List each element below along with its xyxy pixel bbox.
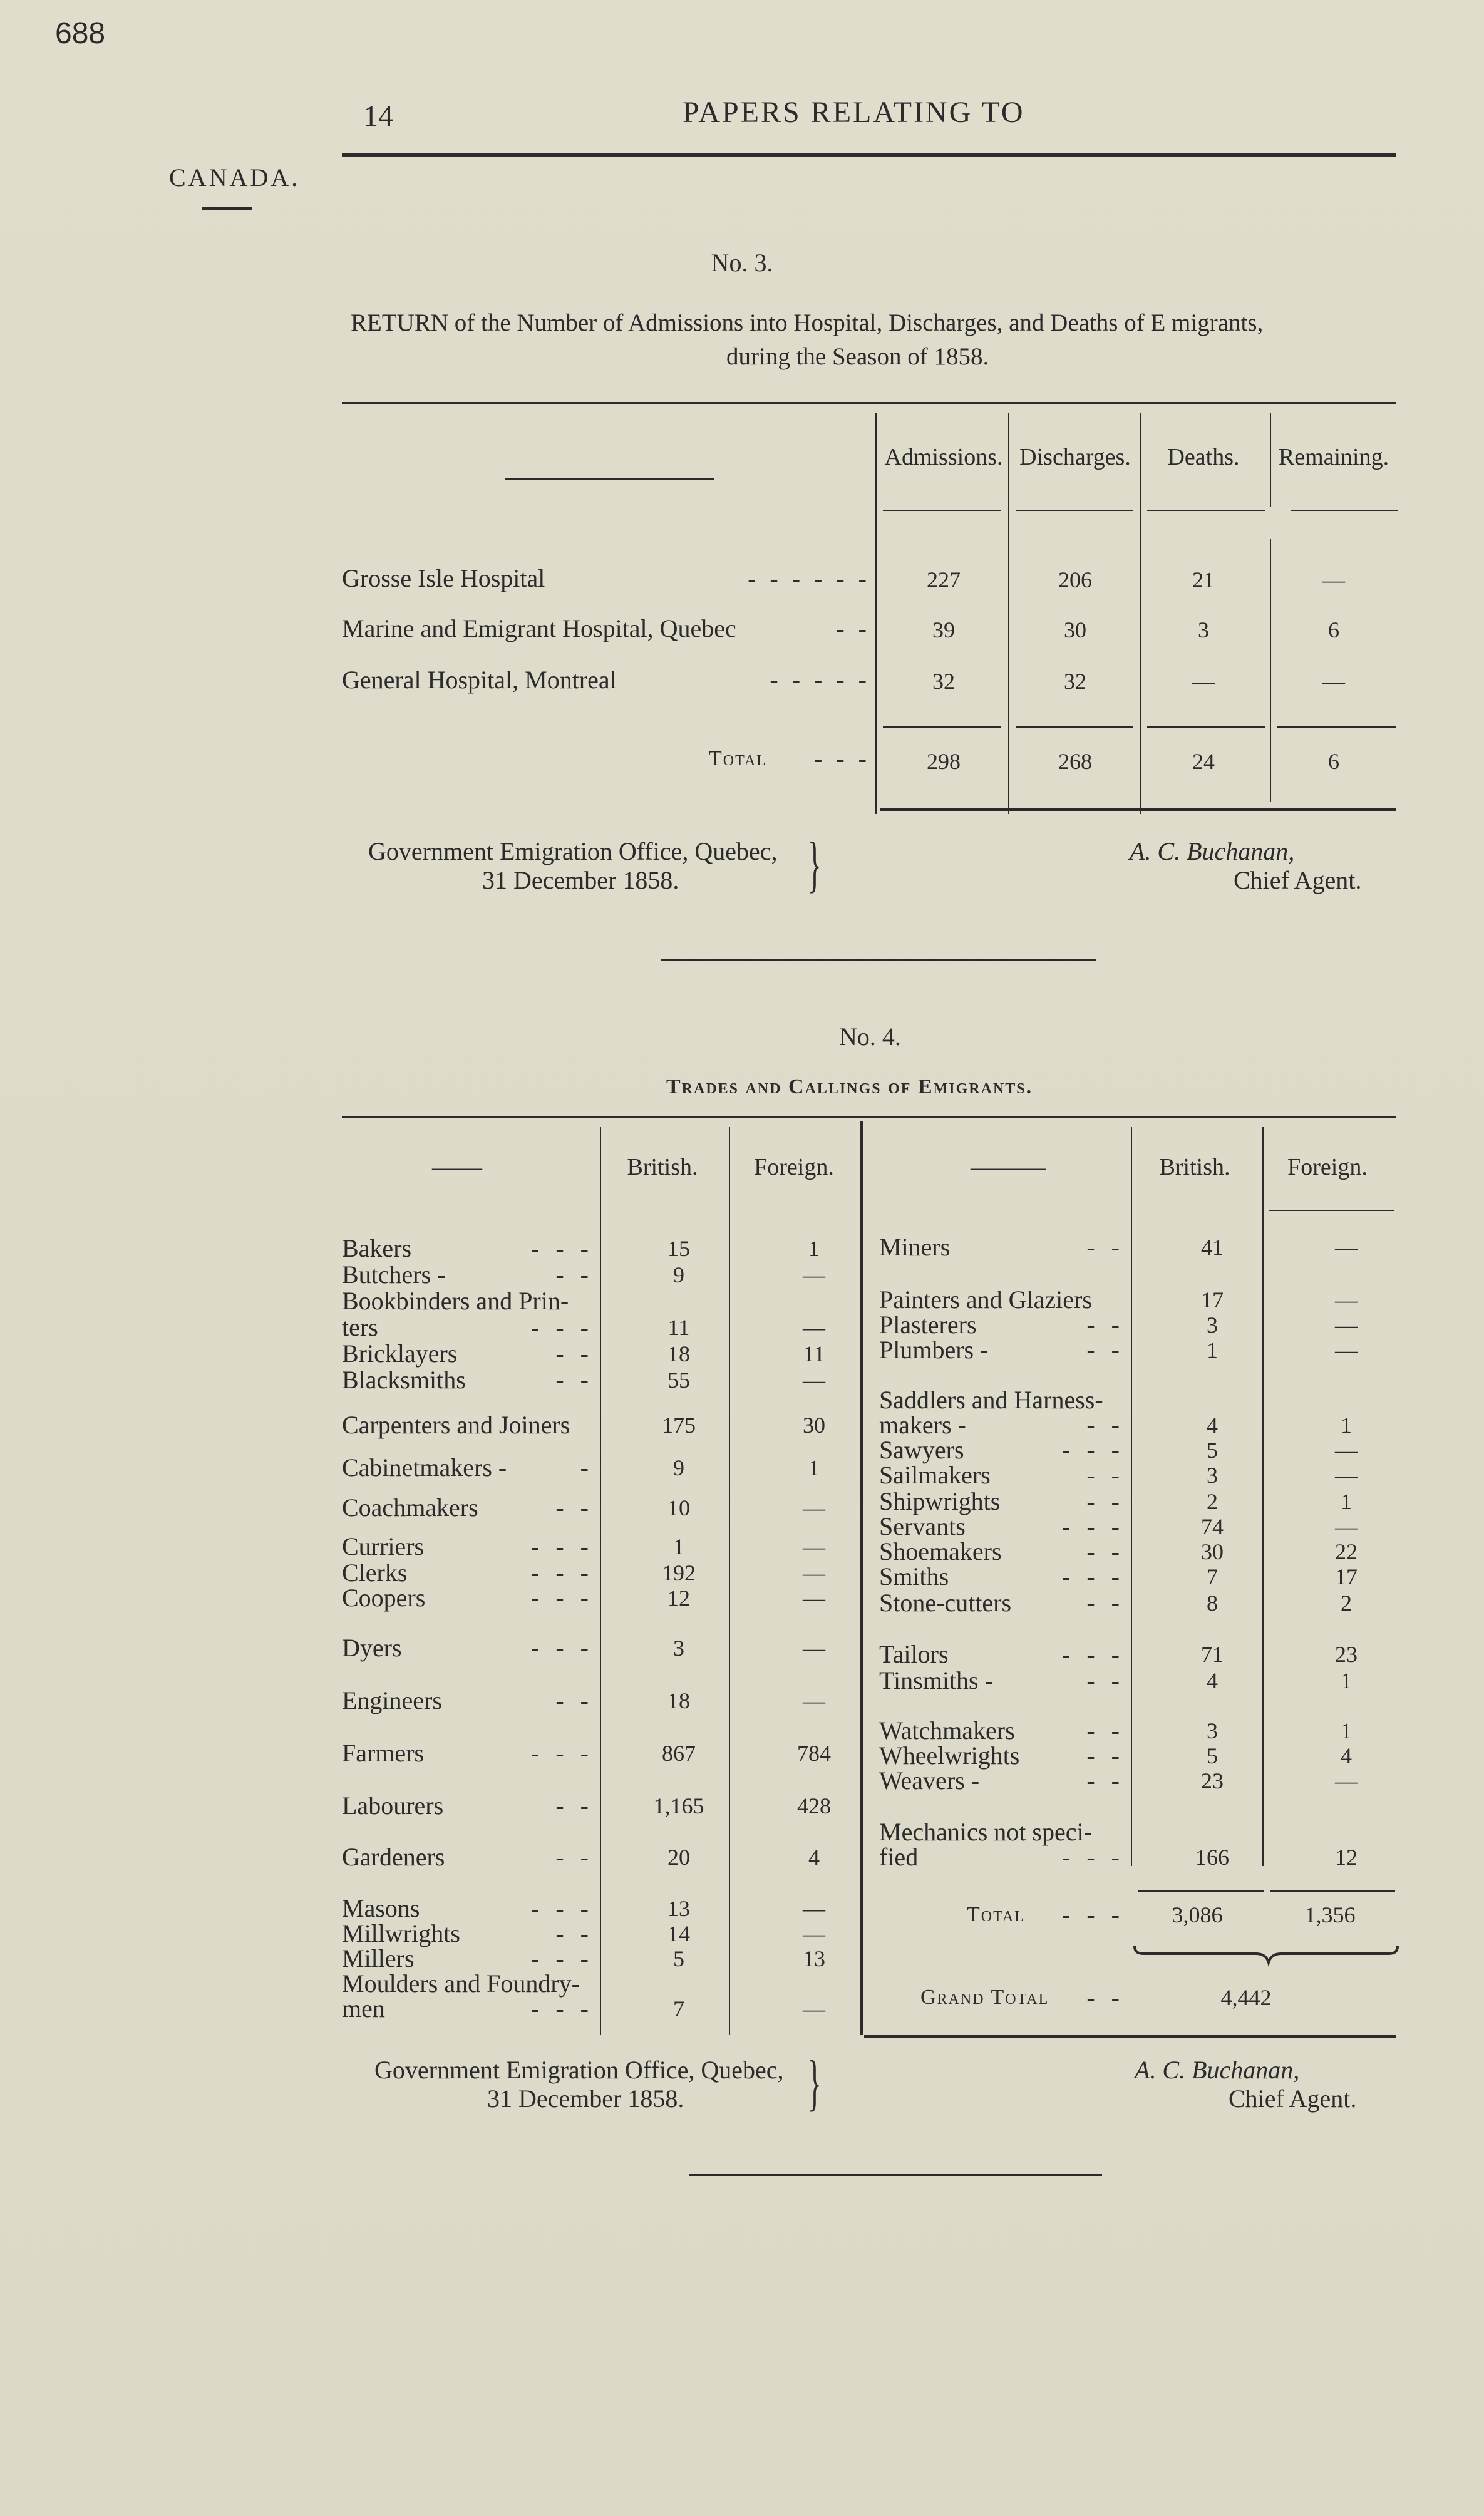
- t4-right-british-cell: 5: [1207, 1743, 1218, 1768]
- t4-total-overline: [1270, 1890, 1395, 1892]
- t4-right-row-label: Tinsmiths -: [879, 1666, 993, 1694]
- t4-left-foreign-cell: —: [803, 1896, 825, 1921]
- t4-right-british-cell: 166: [1195, 1845, 1229, 1870]
- t4-left-row-leaders: -: [580, 1453, 594, 1482]
- t4-left-row-label: Moulders and Foundry-: [342, 1969, 580, 1998]
- t3-col-header-3: Remaining.: [1278, 444, 1389, 470]
- t3-row-label: Marine and Emigrant Hospital, Quebec: [342, 614, 736, 642]
- t4-left-foreign-cell: 428: [797, 1793, 831, 1818]
- t4-right-row-label: Plumbers -: [879, 1336, 989, 1364]
- t4-left-foreign-cell: 784: [797, 1741, 831, 1766]
- t4-right-british-cell: 3: [1207, 1312, 1218, 1338]
- t4-left-foreign-cell: —: [803, 1560, 825, 1585]
- t4-left-row-leaders: - - -: [531, 1894, 594, 1922]
- t4-right-foreign-cell: 1: [1341, 1668, 1352, 1693]
- t4-left-row-label: Bricklayers: [342, 1339, 458, 1368]
- t4-left-british-cell: 1: [673, 1534, 684, 1559]
- t4-left-row-leaders: - - -: [531, 1532, 594, 1560]
- table4-office-line2: 31 December 1858.: [487, 2085, 684, 2113]
- t4-right-row-leaders: - - -: [1062, 1640, 1125, 1668]
- t4-right-british-cell: 4: [1207, 1668, 1218, 1693]
- t4-right-row-leaders: - -: [1086, 1233, 1125, 1261]
- t3-total-overline: [1147, 726, 1265, 728]
- table4-signature-title: Chief Agent.: [1229, 2085, 1357, 2113]
- t4-right-british-cell: 2: [1207, 1489, 1218, 1514]
- t4-right-row-leaders: - -: [1086, 1411, 1125, 1439]
- t4-left-british-cell: 867: [662, 1741, 696, 1766]
- header-rule: [342, 153, 1396, 157]
- t4-left-row-label: Bakers: [342, 1234, 412, 1262]
- t4-left-row-leaders: - - -: [531, 1559, 594, 1587]
- t4-left-row-leaders: - -: [555, 1493, 594, 1522]
- t4-left-british-cell: 18: [667, 1688, 690, 1713]
- t4-right-british-cell: 17: [1201, 1287, 1224, 1312]
- t4-right-foreign-cell: —: [1335, 1287, 1358, 1312]
- t3-total-label: Total: [709, 747, 767, 770]
- t3-cell: 6: [1328, 617, 1339, 642]
- t4-left-row-label: Butchers -: [342, 1261, 446, 1289]
- t3-bottom-rule: [880, 808, 1396, 811]
- t3-header-underline: [1291, 510, 1398, 511]
- t4-right-row-label: Sailmakers: [879, 1461, 991, 1489]
- t4-left-foreign-cell: 13: [803, 1946, 825, 1971]
- t4-left-row-label: men: [342, 1994, 385, 2023]
- t4-right-row-label: Sawyers: [879, 1436, 964, 1464]
- t3-header-underline: [1016, 510, 1133, 511]
- t4-total-foreign: 1,356: [1304, 1902, 1356, 1927]
- bottom-divider: [689, 2174, 1102, 2176]
- t4-right-stub-header: ———: [971, 1153, 1046, 1181]
- t4-right-british-cell: 3: [1207, 1718, 1218, 1743]
- t4-left-row-label: Carpenters and Joiners: [342, 1411, 570, 1439]
- t4-left-british-cell: 20: [667, 1845, 690, 1870]
- t4-right-foreign-cell: —: [1335, 1235, 1358, 1260]
- t4-left-foreign-cell: —: [803, 1534, 825, 1559]
- t3-cell: 39: [932, 617, 955, 642]
- t4-left-british-cell: 3: [673, 1636, 684, 1661]
- t4-right-row-leaders: - -: [1086, 1766, 1125, 1795]
- t4-left-foreign-cell: 1: [808, 1455, 820, 1480]
- t4-right-row-label: Painters and Glaziers: [879, 1286, 1092, 1314]
- t4-left-foreign-cell: 4: [808, 1845, 820, 1870]
- t4-left-row-leaders: - - -: [531, 1739, 594, 1767]
- t4-left-row-label: Millers: [342, 1944, 415, 1972]
- t4-left-row-label: Blacksmiths: [342, 1366, 466, 1394]
- t4-right-row-leaders: - -: [1086, 1716, 1125, 1745]
- t4-right-row-label: Weavers -: [879, 1766, 980, 1795]
- t4-left-row-leaders: - -: [555, 1366, 594, 1394]
- table3-office-line1: Government Emigration Office, Quebec,: [368, 837, 778, 865]
- t4-left-row-leaders: - - -: [531, 1234, 594, 1262]
- t4-right-british-cell: 4: [1207, 1413, 1218, 1438]
- t4-top-rule: [342, 1116, 1396, 1118]
- t4-left-british-cell: 11: [667, 1315, 690, 1340]
- t3-row-leaders: - - - - - -: [748, 564, 870, 592]
- t4-left-row-leaders: - - -: [531, 1584, 594, 1612]
- table3-office-line2: 31 December 1858.: [482, 866, 679, 894]
- table4-title: Trades and Callings of Emigrants.: [666, 1075, 1033, 1098]
- table3-brace: }: [808, 829, 822, 899]
- t4-left-row-leaders: - -: [555, 1261, 594, 1289]
- margin-note-underline: [202, 207, 252, 210]
- t4-right-row-label: Tailors: [879, 1640, 949, 1668]
- t3-row-leaders: - -: [836, 614, 870, 642]
- t3-row-leaders: - - - - -: [770, 666, 870, 694]
- t4-left-british-cell: 14: [667, 1921, 690, 1946]
- t3-header-underline: [1147, 510, 1265, 511]
- t4-total-label: Total: [967, 1903, 1025, 1926]
- t4-right-row-label: Plasterers: [879, 1311, 977, 1339]
- t4-right-row-label: Stone-cutters: [879, 1589, 1012, 1617]
- t4-right-british-cell: 8: [1207, 1591, 1218, 1616]
- table3-title-line1: RETURN of the Number of Admissions into Hospital, Discharges, and Deaths of E migrants,: [351, 309, 1264, 336]
- t4-left-foreign-cell: —: [803, 1636, 825, 1661]
- t4-right-row-label: Shipwrights: [879, 1487, 1001, 1515]
- t4-total-overline: [1138, 1890, 1264, 1892]
- t4-right-foreign-cell: 22: [1335, 1539, 1358, 1564]
- t4-left-row-label: Cabinetmakers -: [342, 1453, 507, 1482]
- t4-left-british-cell: 5: [673, 1946, 684, 1971]
- t4-grand-total-value: 4,442: [1220, 1985, 1272, 2010]
- t4-left-foreign-cell: —: [803, 1996, 825, 2021]
- t4-right-british-cell: 5: [1207, 1438, 1218, 1463]
- running-title: PAPERS RELATING TO: [683, 96, 1025, 129]
- t4-left-british-cell: 192: [662, 1560, 696, 1585]
- t3-col-header-2: Deaths.: [1167, 444, 1240, 470]
- t3-cell: 21: [1192, 567, 1215, 592]
- t4-total-british: 3,086: [1172, 1902, 1223, 1927]
- t4-right-foreign-cell: —: [1335, 1463, 1358, 1488]
- t4-right-british-cell: 41: [1201, 1235, 1224, 1260]
- t4-header-underline: [1269, 1210, 1394, 1211]
- t4-total-leaders: - - -: [1062, 1900, 1125, 1929]
- t4-right-foreign-cell: 17: [1335, 1564, 1358, 1589]
- t4-left-stub-header: ——: [432, 1153, 482, 1181]
- t3-total-cell: 6: [1328, 749, 1339, 774]
- t4-left-row-leaders: - -: [555, 1339, 594, 1368]
- t4-left-row-label: Coachmakers: [342, 1493, 478, 1522]
- t4-left-row-label: ters: [342, 1313, 378, 1341]
- t4-left-row-label: Curriers: [342, 1532, 425, 1560]
- t4-left-british-cell: 15: [667, 1236, 690, 1261]
- t4-right-british-header: British.: [1159, 1154, 1230, 1180]
- t4-right-row-leaders: - -: [1086, 1487, 1125, 1515]
- t4-right-row-label: makers -: [879, 1411, 966, 1439]
- t4-left-foreign-cell: —: [803, 1315, 825, 1340]
- t4-right-row-label: Miners: [879, 1233, 951, 1261]
- t4-total-brace: [1131, 1942, 1406, 1974]
- t4-right-row-leaders: - -: [1086, 1589, 1125, 1617]
- t4-left-foreign-header: Foreign.: [754, 1154, 834, 1180]
- t4-left-row-label: Gardeners: [342, 1843, 445, 1871]
- t4-right-foreign-cell: —: [1335, 1312, 1358, 1338]
- t4-left-row-leaders: - -: [555, 1843, 594, 1871]
- t4-left-british-cell: 18: [667, 1341, 690, 1366]
- t3-cell: 206: [1058, 567, 1092, 592]
- t4-right-row-label: Watchmakers: [879, 1716, 1015, 1745]
- t4-left-british-cell: 1,165: [653, 1793, 704, 1818]
- t4-left-row-label: Labourers: [342, 1792, 444, 1820]
- t3-total-overline: [1016, 726, 1133, 728]
- table4-brace: }: [808, 2048, 822, 2117]
- t4-left-british-cell: 55: [667, 1368, 690, 1393]
- t4-right-row-leaders: - - -: [1062, 1843, 1125, 1871]
- t4-right-foreign-cell: 12: [1335, 1845, 1358, 1870]
- t3-cell: 3: [1198, 617, 1209, 642]
- t4-left-british-cell: 10: [667, 1495, 690, 1520]
- t4-left-row-label: Engineers: [342, 1686, 442, 1714]
- t3-cell: —: [1192, 669, 1215, 694]
- t4-right-british-cell: 71: [1201, 1642, 1224, 1667]
- t4-right-row-label: Servants: [879, 1512, 966, 1540]
- t4-right-row-leaders: - -: [1086, 1336, 1125, 1364]
- t4-left-row-leaders: - - -: [531, 1634, 594, 1662]
- t4-bottom-rule: [864, 2035, 1396, 2038]
- t3-header-underline: [883, 510, 1001, 511]
- margin-note: CANADA.: [169, 163, 301, 192]
- t4-right-row-label: Shoemakers: [879, 1537, 1002, 1565]
- t4-left-british-cell: 175: [662, 1413, 696, 1438]
- t4-right-row-leaders: - -: [1086, 1666, 1125, 1694]
- t4-left-row-label: Clerks: [342, 1559, 408, 1587]
- t4-right-foreign-cell: —: [1335, 1438, 1358, 1463]
- t3-row-label: Grosse Isle Hospital: [342, 564, 545, 592]
- t4-left-row-label: Masons: [342, 1894, 420, 1922]
- t4-right-foreign-header: Foreign.: [1287, 1154, 1368, 1180]
- t4-grand-total-leaders: - -: [1086, 1983, 1125, 2011]
- t4-right-british-cell: 1: [1207, 1338, 1218, 1363]
- t4-right-row-leaders: - -: [1086, 1537, 1125, 1565]
- t4-left-foreign-cell: —: [803, 1921, 825, 1946]
- t4-left-row-label: Farmers: [342, 1739, 425, 1767]
- t4-left-foreign-cell: —: [803, 1585, 825, 1611]
- t3-cell: 30: [1064, 617, 1086, 642]
- table4-office-line1: Government Emigration Office, Quebec,: [374, 2056, 784, 2084]
- t4-left-row-leaders: - -: [555, 1919, 594, 1947]
- t4-right-foreign-cell: —: [1335, 1338, 1358, 1363]
- t4-right-row-label: Saddlers and Harness-: [879, 1386, 1103, 1414]
- t4-left-foreign-cell: —: [803, 1495, 825, 1520]
- t4-right-row-leaders: - - -: [1062, 1436, 1125, 1464]
- table3-signature-title: Chief Agent.: [1234, 866, 1362, 894]
- t4-right-foreign-cell: 1: [1341, 1489, 1352, 1514]
- t3-total-overline: [883, 726, 1001, 728]
- t3-total-overline: [1277, 726, 1396, 728]
- t4-right-foreign-cell: 1: [1341, 1413, 1352, 1438]
- table3-signature-name: A. C. Buchanan,: [1130, 837, 1295, 865]
- t3-total-leaders: - - -: [814, 745, 870, 773]
- t4-left-row-leaders: - - -: [531, 1313, 594, 1341]
- t4-left-foreign-cell: —: [803, 1688, 825, 1713]
- t4-left-row-leaders: - -: [555, 1792, 594, 1820]
- t4-right-british-cell: 3: [1207, 1463, 1218, 1488]
- t4-right-foreign-cell: 2: [1341, 1591, 1352, 1616]
- table3-title-line2: during the Season of 1858.: [726, 343, 989, 370]
- t4-right-row-leaders: - -: [1086, 1461, 1125, 1489]
- t4-grand-total-label: Grand Total: [920, 1986, 1049, 2009]
- t4-right-row-leaders: - - -: [1062, 1562, 1125, 1591]
- t3-col-header-0: Admissions.: [884, 444, 1003, 470]
- t4-left-british-header: British.: [627, 1154, 698, 1180]
- t4-right-row-leaders: - -: [1086, 1311, 1125, 1339]
- t4-right-row-label: fied: [879, 1843, 919, 1871]
- t3-row-label: General Hospital, Montreal: [342, 666, 617, 694]
- t3-stub-rule: [505, 478, 714, 480]
- t4-right-foreign-cell: —: [1335, 1768, 1358, 1793]
- t4-left-foreign-cell: —: [803, 1262, 825, 1287]
- t4-right-foreign-cell: 4: [1341, 1743, 1352, 1768]
- t3-total-cell: 298: [927, 749, 961, 774]
- t3-cell: —: [1322, 567, 1345, 592]
- t4-left-foreign-cell: 11: [803, 1341, 825, 1366]
- t4-left-foreign-cell: —: [803, 1368, 825, 1393]
- t4-left-row-label: Bookbinders and Prin-: [342, 1287, 569, 1315]
- t4-right-row-label: Wheelwrights: [879, 1741, 1020, 1770]
- t4-left-row-leaders: - - -: [531, 1994, 594, 2023]
- t4-left-row-label: Coopers: [342, 1584, 426, 1612]
- t4-right-row-leaders: - - -: [1062, 1512, 1125, 1540]
- t4-right-british-cell: 30: [1201, 1539, 1224, 1564]
- t4-right-foreign-cell: 1: [1341, 1718, 1352, 1743]
- t3-cell: —: [1322, 669, 1345, 694]
- archive-page-number: 688: [55, 17, 106, 50]
- t3-top-rule: [342, 402, 1396, 404]
- t4-left-foreign-cell: 30: [803, 1413, 825, 1438]
- t3-cell: 32: [1064, 669, 1086, 694]
- t4-right-row-label: Smiths: [879, 1562, 949, 1591]
- t4-right-row-label: Mechanics not speci-: [879, 1818, 1092, 1846]
- t4-left-foreign-cell: 1: [808, 1236, 820, 1261]
- t4-right-british-cell: 74: [1201, 1514, 1224, 1539]
- t4-left-british-cell: 13: [667, 1896, 690, 1921]
- t4-left-british-cell: 9: [673, 1262, 684, 1287]
- t4-left-row-leaders: - -: [555, 1686, 594, 1714]
- t3-cell: 227: [927, 567, 961, 592]
- section-divider: [661, 959, 1096, 961]
- t4-left-british-cell: 7: [673, 1996, 684, 2021]
- t3-total-cell: 24: [1192, 749, 1215, 774]
- t3-cell: 32: [932, 669, 955, 694]
- t4-right-british-cell: 7: [1207, 1564, 1218, 1589]
- t4-left-row-label: Dyers: [342, 1634, 402, 1662]
- t4-left-row-leaders: - - -: [531, 1944, 594, 1972]
- table4-signature-name: A. C. Buchanan,: [1135, 2056, 1300, 2084]
- t3-total-cell: 268: [1058, 749, 1092, 774]
- t4-left-british-cell: 12: [667, 1585, 690, 1611]
- t3-col-header-1: Discharges.: [1019, 444, 1131, 470]
- t4-left-row-label: Millwrights: [342, 1919, 460, 1947]
- table4-number: No. 4.: [839, 1023, 901, 1051]
- t4-right-foreign-cell: 23: [1335, 1642, 1358, 1667]
- t4-right-foreign-cell: —: [1335, 1514, 1358, 1539]
- t4-right-row-leaders: - -: [1086, 1741, 1125, 1770]
- t4-left-british-cell: 9: [673, 1455, 684, 1480]
- page-number: 14: [363, 100, 393, 133]
- t4-right-british-cell: 23: [1201, 1768, 1224, 1793]
